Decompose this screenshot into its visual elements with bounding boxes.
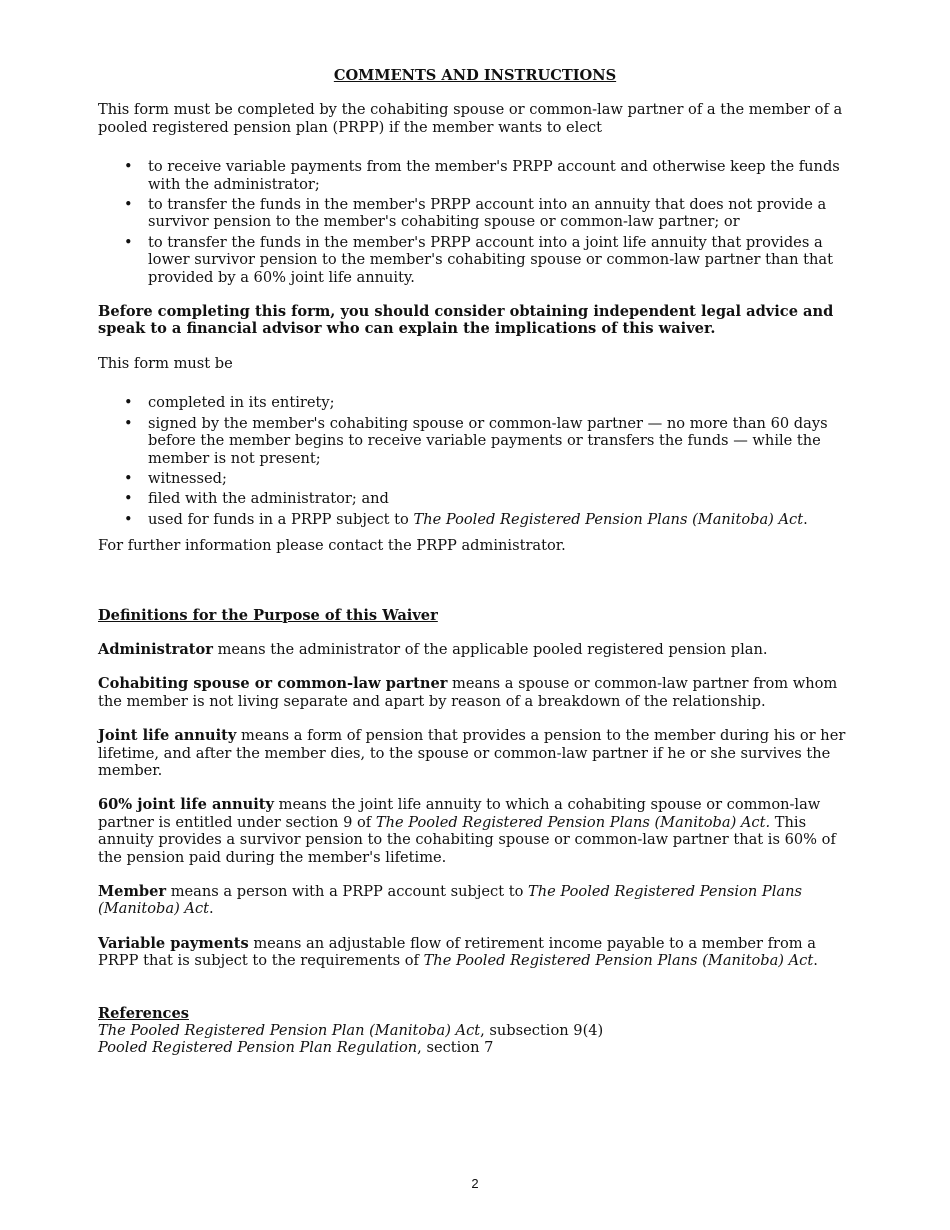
definition-text: means a form of pension that provides a pension to the member during his or her lifetime, and after the member dies, to the spouse or common-law partner if he or she survives the member. — [98, 727, 846, 779]
list-item: • to transfer the funds in the member's PRPP account into a joint life annuity that provides a lower survivor pension to the member's cohabiting spouse or common-law partner than that provided by a 60% joint life annuity. — [148, 234, 852, 286]
definition-suffix: . — [209, 900, 214, 918]
definition-text: means an adjustable flow of retirement income payable to a member from a PRPP that is subject to the requirements of — [98, 934, 816, 970]
reference-title: Pooled Registered Pension Plan Regulation — [98, 1039, 418, 1057]
act-reference: The Pooled Registered Pension Plans (Manitoba) Act. — [375, 813, 771, 831]
definition-suffix: . — [813, 952, 818, 970]
must-be-intro: This form must be — [98, 354, 233, 372]
intro-paragraph: This form must be completed by the cohabiting spouse or common-law partner of a the member of a pooled registered pension plan (PRPP) if the member wants to elect — [98, 101, 843, 136]
definition-term: Variable payments — [98, 934, 249, 952]
list-item: • filed with the administrator; and — [148, 490, 852, 507]
definition-cohabiting — [98, 675, 852, 710]
definition-term: 60% joint life annuity — [98, 796, 275, 814]
definition-text: This annuity provides a survivor pension to the cohabiting spouse or common-law partner that is 60% of the pension paid during the member's lifetime. — [98, 813, 836, 866]
definition-term: Joint life annuity — [98, 727, 237, 745]
definition-text: means a spouse or common-law partner from whom the member is not living separate and apart by reason of a breakdown of the relationship. — [98, 675, 838, 710]
list-item: • completed in its entirety; — [148, 394, 852, 411]
act-reference: The Pooled Registered Pension Plans (Manitoba) Act — [98, 883, 802, 918]
requirements-list — [98, 394, 852, 528]
reference-section: , section 7 — [417, 1039, 494, 1057]
list-item-text: used for funds in a PRPP subject to — [148, 510, 414, 528]
definition-joint-life-annuity — [98, 727, 852, 779]
list-item: • signed by the member's cohabiting spouse or common-law partner — no more than 60 days before the member begins to receive variable payments or transfers the funds — while the member is not present; — [148, 415, 852, 467]
list-item: • to transfer the funds in the member's PRPP account into an annuity that does not provide a survivor pension to the member's cohabiting spouse or common-law partner; or — [148, 196, 852, 231]
definition-text: means the administrator of the applicable pooled registered pension plan. — [212, 640, 768, 658]
page-number: 2 — [471, 1176, 479, 1191]
list-item-suffix: . — [803, 510, 808, 528]
definition-text: means the joint life annuity to which a cohabiting spouse or common-law partner is entitled under section 9 of — [98, 796, 821, 831]
advice-paragraph: Before completing this form, you should consider obtaining independent legal advice and speak to a financial advisor who can explain the implications of this waiver. — [98, 303, 834, 338]
elect-list — [98, 158, 852, 286]
definition-60-joint-life-annuity — [98, 796, 852, 866]
definitions-title: Definitions for the Purpose of this Waiver — [98, 606, 438, 624]
list-item: • witnessed; — [148, 470, 852, 487]
reference-title: The Pooled Registered Pension Plan (Manitoba) Act — [98, 1022, 481, 1040]
page-title: COMMENTS AND INSTRUCTIONS — [333, 67, 617, 84]
definition-administrator — [98, 641, 852, 658]
definition-variable-payments — [98, 935, 852, 970]
contact-paragraph: For further information please contact the PRPP administrator. — [98, 537, 566, 555]
list-item: • to receive variable payments from the member's PRPP account and otherwise keep the funds with the administrator; — [148, 158, 852, 193]
reference-2 — [98, 1039, 852, 1056]
references-title: References — [98, 1004, 189, 1022]
definition-term: Cohabiting spouse or common-law partner — [98, 675, 448, 693]
definition-term: Member — [98, 883, 167, 900]
act-reference: The Pooled Registered Pension Plans (Manitoba) Act — [413, 510, 804, 528]
list-item — [148, 511, 852, 528]
definition-text: means a person with a PRPP account subject to — [166, 883, 528, 900]
definition-term: Administrator — [98, 640, 213, 658]
definition-member — [98, 883, 852, 918]
reference-1 — [98, 1022, 852, 1039]
reference-section: , subsection 9(4) — [480, 1022, 604, 1040]
act-reference: The Pooled Registered Pension Plans (Manitoba) Act — [423, 952, 814, 970]
